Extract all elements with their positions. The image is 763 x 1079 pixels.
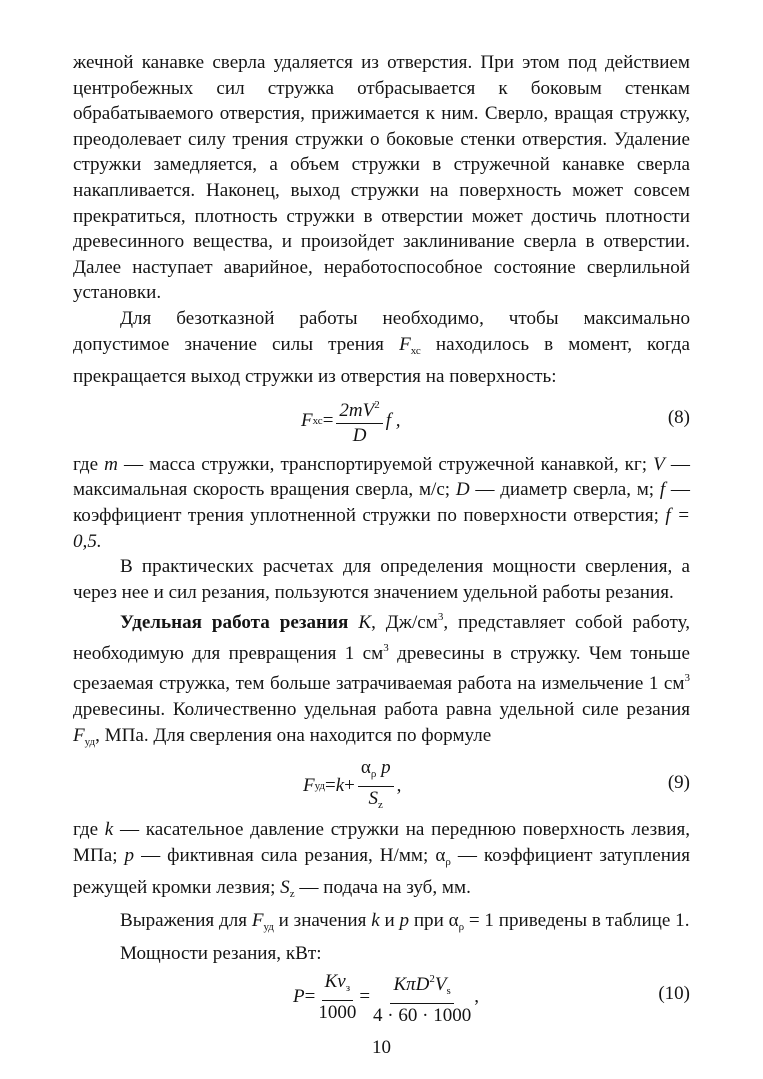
- text-run: — масса стружки, транспортируемой стружечной канавкой, кг;: [124, 453, 648, 475]
- text-run: — касательное давление стружки на переднюю поверхность лезвия, МПа;: [73, 819, 690, 866]
- text-run: — коэффициент затупления режущей кромки лезвия;: [73, 844, 691, 899]
- paragraph-table-ref: [73, 908, 690, 941]
- eq10-num1: Kv: [324, 970, 346, 992]
- text-run: , МПа. Для сверления она находится по формуле: [95, 724, 492, 746]
- paragraph-specific-work: [73, 605, 690, 755]
- eq10-denominator-1: 1000: [318, 1001, 357, 1023]
- eq8-lhs: F: [301, 409, 313, 431]
- var-K: K: [358, 612, 372, 634]
- var-D: D: [455, 479, 470, 501]
- eq9-plus: +: [344, 775, 355, 797]
- var-p: p: [124, 844, 135, 866]
- var-k: k: [371, 910, 380, 932]
- eq9-S: S: [368, 787, 379, 809]
- eq9-fraction: [358, 757, 394, 816]
- eq10-numerator-2: [390, 968, 453, 1004]
- eq10-lhs: P: [293, 986, 305, 1008]
- paragraph-practical: В практических расчетах для определения мощности сверления, а через нее и сил резания, пользуются значением удельной работы резания.: [73, 556, 690, 603]
- eq8-tail: f ,: [385, 409, 401, 431]
- eq8-denominator: [353, 424, 367, 447]
- text-run: — фиктивная сила резания, Н/мм;: [141, 844, 429, 866]
- text-run: — максимальная скорость вращения сверла, м/с;: [73, 453, 690, 501]
- var-V: V: [653, 453, 665, 475]
- equation-8: [73, 390, 690, 452]
- sub-xc: хс: [410, 344, 421, 357]
- text-run: Для безотказной работы необходимо, чтобы максимально допустимое значение силы трения: [73, 307, 690, 355]
- var-m: m: [104, 453, 118, 475]
- text-run: находилось в момент, когда прекращается выход стружки из отверстия на поверхность:: [73, 333, 690, 388]
- f-value: f = 0,5.: [73, 504, 690, 552]
- var-alpha: α: [435, 844, 446, 866]
- eq9-lhs: F: [303, 775, 315, 797]
- equation-9: [73, 755, 690, 817]
- eq9-alpha: α: [360, 756, 371, 778]
- page-number: 10: [372, 1037, 391, 1058]
- eq8-num-sup: 2: [374, 399, 380, 412]
- eq8-numerator: [336, 394, 382, 424]
- text-run: и значения: [278, 910, 367, 932]
- sup-3: 3: [383, 641, 389, 654]
- eq9-equals: =: [325, 775, 336, 797]
- sub-ud: уд: [84, 735, 96, 748]
- sub-z: z: [289, 888, 295, 901]
- equation-10-number: (10): [658, 983, 690, 1005]
- eq9-k: k: [335, 775, 345, 797]
- paragraph-failure-condition: [73, 306, 690, 390]
- sub-rho: ρ: [445, 855, 451, 868]
- text-run: , Дж/см: [371, 612, 438, 634]
- eq10-fraction-1: [318, 971, 356, 1024]
- paragraph-chip-removal: жечной канавке сверла удаляется из отверстия. При этом под действием центробежных сил стружка отбрасывается к боковым стенкам обрабатываемого отверстия, прижимается к ним. Сверло, вращая стружку, преодолевает силу трения стружки о боковые стенки отверстия. Удаление стружки замедляется, а объем стружки в стружечной канавке сверла накапливается. Наконец, выход стружки на поверхность может совсем прекратиться, плотность стружки в отверстии может достичь плотности древесинного вещества, и произойдет заклинивание сверла в отверстии. Далее наступает аварийное, неработоспособное состояние сверлильной установки.: [73, 52, 690, 304]
- eq10-numerator-1: [322, 971, 353, 1001]
- sup-3: 3: [684, 672, 690, 685]
- var-k: k: [104, 819, 114, 841]
- text-run: и: [384, 910, 395, 932]
- eq9-tail: ,: [396, 775, 402, 797]
- eq9-alpha-sub: ρ: [370, 767, 377, 780]
- eq10-num2-sub: s: [446, 984, 451, 997]
- var-alpha: α: [448, 910, 459, 932]
- eq9-S-sub: z: [378, 798, 383, 811]
- equation-9-number: (9): [667, 772, 690, 794]
- paragraph-power: Мощности резания, кВт:: [120, 942, 322, 964]
- eq10-tail: ,: [474, 986, 479, 1008]
- equation-8-body: [301, 390, 401, 452]
- equation-10-body: [293, 966, 479, 1028]
- equation-8-number: (8): [667, 406, 690, 428]
- eq8-fraction: [336, 394, 382, 447]
- eq8-lhs-sub: хс: [312, 414, 323, 427]
- eq10-num1-sub: з: [345, 981, 351, 994]
- text-run: , представляет собой работу, необходимую для превращения 1 см: [73, 612, 690, 664]
- eq10-num2-sup: 2: [429, 972, 435, 985]
- text-run: = 1 приведены в таблице 1.: [468, 910, 690, 932]
- eq10-equals: =: [304, 986, 316, 1008]
- equation-10: [73, 966, 690, 1028]
- var-F: F: [251, 910, 264, 932]
- eq9-p: p: [381, 756, 391, 778]
- sub-ud: уд: [263, 921, 274, 934]
- var-F: F: [73, 724, 85, 746]
- eq10-fraction-2: [373, 968, 471, 1027]
- text-run: — подача на зуб, мм.: [299, 877, 471, 899]
- text-run: где: [73, 453, 99, 475]
- eq8-num-text: 2mV: [339, 400, 375, 422]
- eq8-den-text: D: [352, 425, 367, 447]
- paragraph-where-eq8: [73, 452, 690, 554]
- text-run: древесины. Количественно удельная работа равна удельной силе резания: [73, 699, 690, 721]
- eq9-denominator: [369, 787, 383, 816]
- eq9-lhs-sub: уд: [314, 780, 326, 793]
- eq10-equals-2: =: [359, 986, 371, 1008]
- text-run: — диаметр сверла, м;: [475, 479, 655, 501]
- term-specific-work: Удельная работа резания: [120, 612, 349, 634]
- text-run: при: [413, 910, 444, 932]
- text-run: Выражения для: [120, 910, 248, 932]
- eq10-num2: KπD: [393, 973, 430, 995]
- eq10-num2-V: V: [434, 973, 447, 995]
- eq9-numerator: [358, 757, 394, 787]
- eq10-denominator-2: 4 · 60 · 1000: [373, 1004, 472, 1026]
- equation-9-body: [303, 755, 401, 817]
- var-S: S: [280, 877, 290, 899]
- eq8-equals: =: [322, 409, 334, 431]
- var-p: p: [399, 910, 410, 932]
- sub-rho: ρ: [458, 921, 465, 934]
- page-body: [73, 50, 690, 1028]
- text-run: — коэффициент трения уплотненной стружки по поверхности отверстия;: [73, 479, 690, 526]
- text-run: древесины в стружку. Чем тоньше срезаемая стружка, тем больше затрачиваемая работа на измельчение 1 см: [73, 642, 690, 695]
- var-f: f: [659, 479, 666, 501]
- text-run: где: [73, 819, 99, 841]
- paragraph-where-eq9: [73, 817, 690, 908]
- var-F: F: [399, 333, 411, 355]
- sup-3: 3: [437, 611, 444, 624]
